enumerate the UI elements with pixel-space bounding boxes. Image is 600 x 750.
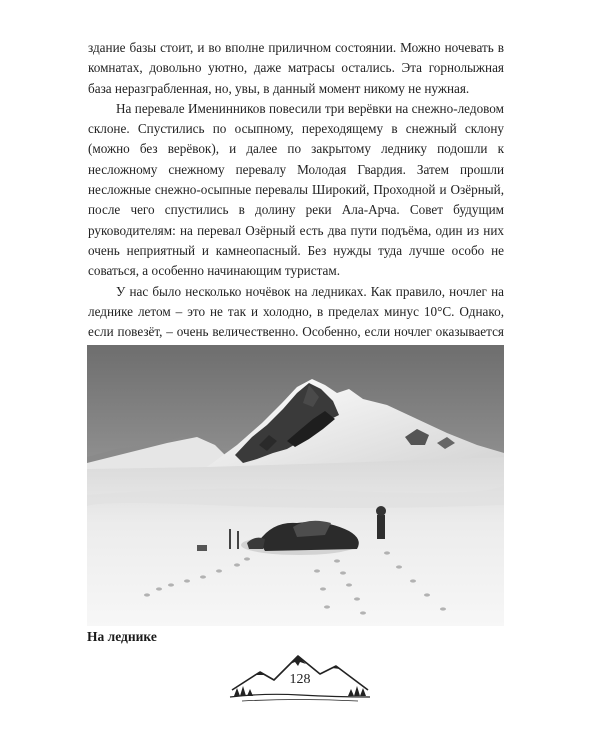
paragraph-1: здание базы стоит, и во вполне приличном состоянии. Можно ночевать в комнатах, довольно уютно, даже матрасы остались. Эта горнолыжная база неразграбленная, но, увы, в данный момент никому не нужная. [88,40,504,96]
glacier-photo [87,345,504,626]
page-number: 128 [289,672,311,687]
glacier-photo-image [87,345,504,626]
paragraph-2: На перевале Именинников повесили три верёвки на снежно-ледовом склоне. Спустились по осыпному, переходящему в снежный склону (можно без верёвок), и далее по закрытому леднику подошли к несложному снежному перевалу Молодая Гвардия. Затем прошли несложные снежно-осыпные перевалы Широкий, Проходной и Озёрный, после чего спустились в долину реки Ала-Арча. Совет будущим руководителям: на перевал Озёрный есть два пути подъёма, один из них очень неприятный и камнеопасный. Без нужды туда лучше особо не соваться, а особенно начинающим туристам. [88,100,504,279]
paragraph-3: У нас было несколько ночёвок на ледниках. Как правило, ночлег на леднике летом – это не так и холодно, в пределах минус 10°С. Однако, если повезёт, – очень величественно. Особенно, если ночлег оказывается [88,283,504,340]
photo-caption: На леднике [87,629,157,644]
